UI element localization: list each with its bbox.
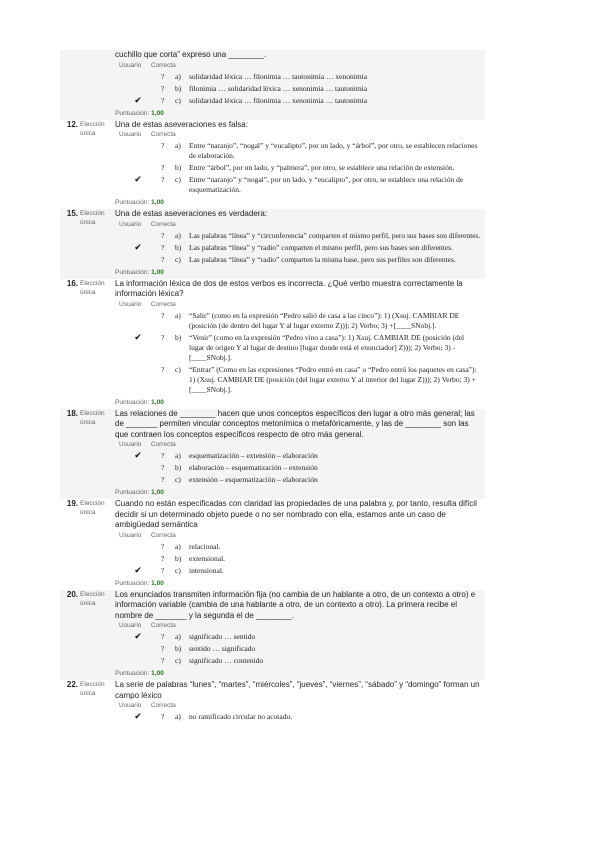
correct-mark-icon: ? <box>161 632 165 641</box>
options-list <box>115 712 481 722</box>
score-value: 1,00 <box>151 489 164 496</box>
question-body <box>115 499 485 590</box>
score-label: Puntuación: <box>115 199 150 206</box>
answer-option <box>115 644 481 654</box>
question-text: Los enunciados transmiten información fija (no cambia de un hablante a otro, de un contexto a otro) e información variable (cambia de una hablante a otro, de un contexto a otro). La primera recibe el nombre de _______ y la segunda el de ________. <box>115 589 476 620</box>
correct-mark-icon: ? <box>161 95 165 105</box>
options-list <box>115 231 481 265</box>
question-block <box>60 209 485 279</box>
correct-mark-icon: ? <box>161 565 165 575</box>
option-text: “Venir” (como en la expresión “Pedro vino a casa”): 1) Xsuj. CAMBIAR DE (posición (del lugar de origen Y al lugar de destino [lugar donde está el enunciador] Z))); 2) Verbo; 3) -[____SNobj.]. <box>189 332 465 362</box>
checkmark-icon: ✔ <box>134 565 142 576</box>
option-letter: b) <box>175 163 182 172</box>
question-text: La información léxica de dos de estos verbos es incorrecta. ¿Qué verbo muestra correctamente la información léxica? <box>115 278 463 298</box>
question-number: 15. <box>66 209 78 218</box>
option-letter: b) <box>175 332 182 342</box>
score-value: 1,00 <box>151 670 164 677</box>
correct-mark-icon: ? <box>161 712 165 721</box>
option-text: filonimia … solidaridad léxica … xenonimia … tautonimia <box>189 83 368 93</box>
question-text: Una de estas aseveraciones es falsa: <box>115 119 248 129</box>
answer-option <box>115 554 481 564</box>
question-type: Elección única <box>80 590 105 607</box>
answer-option <box>115 451 481 461</box>
option-letter: a) <box>175 230 181 240</box>
answer-option <box>115 231 481 241</box>
question-body <box>115 209 485 279</box>
column-label-usuario: Usuario <box>119 702 142 709</box>
checkmark-icon: ✔ <box>134 175 142 185</box>
option-text: no ramificado circular no acotado. <box>189 712 293 721</box>
column-label-correcta: Correcta <box>150 622 176 629</box>
options-list <box>115 72 481 106</box>
options-list <box>115 632 481 666</box>
score-label: Puntuación: <box>115 670 150 677</box>
correct-mark-icon: ? <box>161 310 165 320</box>
correct-mark-icon: ? <box>161 451 165 460</box>
answer-column-header <box>119 300 481 310</box>
option-text: relacional. <box>189 541 221 551</box>
question-type: Elección única <box>80 409 105 426</box>
column-label-usuario: Usuario <box>119 220 142 228</box>
option-text: intensional. <box>189 565 224 575</box>
question-block <box>60 279 485 409</box>
column-label-correcta: Correcta <box>150 531 176 539</box>
option-text: extensional. <box>189 553 226 563</box>
option-text: Entre “naranjo”, “nogal” y “eucalipto”, por un lado, y “árbol”, por otro, se establecen relaciones de elaboración. <box>189 141 478 160</box>
option-text: elaboración – esquematización – extensión <box>189 463 318 472</box>
option-text: sentido … significado <box>189 644 256 653</box>
answer-column-header <box>119 61 481 71</box>
option-text: solidaridad léxica … filonimia … tautonimia … xenonimia <box>189 71 368 81</box>
score-label: Puntuación: <box>115 579 150 587</box>
answer-column-header <box>119 440 481 450</box>
question-body <box>115 409 485 500</box>
option-letter: c) <box>175 656 181 665</box>
correct-mark-icon: ? <box>161 475 165 484</box>
correct-mark-icon: ? <box>161 254 165 264</box>
question-score <box>115 267 481 279</box>
option-letter: a) <box>175 632 181 641</box>
column-label-usuario: Usuario <box>119 300 142 308</box>
option-letter: b) <box>175 463 182 472</box>
option-text: extensión – esquematización – elaboración <box>189 475 318 484</box>
checkmark-icon: ✔ <box>134 242 142 253</box>
option-letter: a) <box>175 541 181 551</box>
correct-mark-icon: ? <box>161 83 165 93</box>
column-label-correcta: Correcta <box>150 61 176 69</box>
correct-mark-icon: ? <box>161 71 165 81</box>
correct-mark-icon: ? <box>161 644 165 653</box>
question-type: Elección única <box>80 500 105 516</box>
correct-mark-icon: ? <box>161 230 165 240</box>
question-block <box>60 50 485 120</box>
option-text: “Salir” (como en la expresión “Pedro salió de casa a las cinco”): 1) (Xsuj. CAMBIAR DE (posición (de dentro del lugar Y al lugar externo Z))); 2) Verbo; 3) +[____SNobj.]. <box>189 310 460 330</box>
option-letter: a) <box>175 71 181 81</box>
question-score <box>115 197 481 209</box>
option-letter: a) <box>175 712 181 721</box>
question-number: 12. <box>66 119 78 129</box>
score-label: Puntuación: <box>115 398 150 406</box>
option-letter: b) <box>175 242 182 252</box>
question-body <box>115 590 485 681</box>
question-type: Elección única <box>80 210 105 226</box>
correct-mark-icon: ? <box>161 332 165 342</box>
option-letter: c) <box>175 364 181 374</box>
column-label-correcta: Correcta <box>150 300 176 308</box>
checkmark-icon: ✔ <box>134 632 142 642</box>
answer-option <box>115 141 481 161</box>
question-score <box>115 487 481 499</box>
question-type: Elección única <box>80 120 105 137</box>
option-letter: a) <box>175 141 181 150</box>
option-letter: c) <box>175 175 181 184</box>
exam-results-page <box>60 50 485 724</box>
correct-mark-icon: ? <box>161 553 165 563</box>
option-letter: b) <box>175 644 182 653</box>
options-list <box>115 451 481 485</box>
question-block <box>60 590 485 681</box>
answer-option <box>115 475 481 485</box>
option-letter: b) <box>175 83 182 93</box>
score-value: 1,00 <box>151 579 164 587</box>
answer-column-header <box>119 531 481 541</box>
question-score <box>115 578 481 590</box>
options-list <box>115 141 481 195</box>
column-label-usuario: Usuario <box>119 61 142 69</box>
score-value: 1,00 <box>151 398 164 406</box>
question-type: Elección única <box>80 279 105 296</box>
correct-mark-icon: ? <box>161 175 165 184</box>
question-score <box>115 397 481 409</box>
option-letter: b) <box>175 553 182 563</box>
question-score <box>115 108 481 120</box>
column-label-correcta: Correcta <box>150 131 176 138</box>
question-body <box>115 50 485 120</box>
option-text: Las palabras “línea” y “radio” comparten el mismo perfil, pero sus bases son diferentes. <box>189 242 453 252</box>
answer-option <box>115 311 481 331</box>
answer-option <box>115 72 481 82</box>
answer-option <box>115 365 481 395</box>
question-block <box>60 680 485 722</box>
answer-option <box>115 255 481 265</box>
correct-mark-icon: ? <box>161 163 165 172</box>
question-block <box>60 120 485 210</box>
question-text: Una de estas aseveraciones es verdadera: <box>115 209 268 218</box>
option-text: significado … sentido <box>189 632 256 641</box>
answer-column-header <box>119 701 481 711</box>
question-number: 19. <box>66 499 78 508</box>
question-text: Las relaciones de ________ hacen que unos conceptos específicos den lugar a otro más general; las de _______ permiten vincular conceptos metonímica o metafóricamente, y las de ________ son las que contraen los conceptos específicos respecto de otro más general. <box>115 408 475 439</box>
answer-option <box>115 463 481 473</box>
option-letter: c) <box>175 95 181 105</box>
answer-option <box>115 333 481 363</box>
answer-option <box>115 712 481 722</box>
answer-option <box>115 656 481 666</box>
correct-mark-icon: ? <box>161 463 165 472</box>
score-label: Puntuación: <box>115 489 150 496</box>
question-text: Cuando no están especificadas con claridad las propiedades de una palabra y, por tanto, resulta difícil decidir si un determinado objeto puede o no ser nombrado con ella, estamos ante un caso de ambigüedad semántica <box>115 499 477 529</box>
option-letter: c) <box>175 475 181 484</box>
question-number: 22. <box>66 680 78 689</box>
correct-mark-icon: ? <box>161 242 165 252</box>
question-number: 18. <box>66 408 78 418</box>
option-text: solidaridad léxica … filonimia … xenonimia … tautonimia <box>189 95 368 105</box>
option-letter: c) <box>175 565 181 575</box>
question-block <box>60 409 485 500</box>
answer-option <box>115 96 481 106</box>
checkmark-icon: ✔ <box>134 451 142 461</box>
question-body <box>115 120 485 210</box>
checkmark-icon: ✔ <box>134 95 142 106</box>
question-number: 16. <box>66 278 78 288</box>
correct-mark-icon: ? <box>161 656 165 665</box>
column-label-correcta: Correcta <box>150 441 176 448</box>
question-block <box>60 499 485 590</box>
score-value: 1,00 <box>151 199 164 206</box>
answer-option <box>115 175 481 195</box>
column-label-usuario: Usuario <box>119 441 142 448</box>
score-label: Puntuación: <box>115 109 150 117</box>
option-text: esquematización – extensión – elaboración <box>189 451 318 460</box>
answer-option <box>115 542 481 552</box>
question-type: Elección única <box>80 681 105 697</box>
question-body <box>115 279 485 409</box>
option-letter: a) <box>175 310 181 320</box>
option-letter: c) <box>175 254 181 264</box>
column-label-usuario: Usuario <box>119 622 142 629</box>
option-text: Entre “naranjo” y “nogal”, por un lado, y “eucalipto”, por otro, se establece una relación de esquematización. <box>189 175 464 194</box>
correct-mark-icon: ? <box>161 364 165 374</box>
answer-column-header <box>119 220 481 230</box>
column-label-usuario: Usuario <box>119 131 142 138</box>
answer-column-header <box>119 130 481 140</box>
correct-mark-icon: ? <box>161 541 165 551</box>
score-label: Puntuación: <box>115 268 150 276</box>
option-text: significado … contenido <box>189 656 264 665</box>
score-value: 1,00 <box>151 109 164 117</box>
option-text: Las palabras “línea” y “circunferencia” comparten el mismo perfil, pero sus bases son diferentes. <box>189 230 481 240</box>
answer-option <box>115 566 481 576</box>
correct-mark-icon: ? <box>161 141 165 150</box>
checkmark-icon: ✔ <box>134 332 142 343</box>
answer-option <box>115 163 481 173</box>
question-text: cuchillo que corta” expreso una ________. <box>115 50 267 59</box>
question-text: La serie de palabras “lunes”, “martes”, “miércoles”, “jueves”, “viernes”, “sábado” y “domingo” forman un campo léxico <box>115 680 480 700</box>
score-value: 1,00 <box>151 268 164 276</box>
question-number: 20. <box>66 589 78 599</box>
option-letter: a) <box>175 451 181 460</box>
answer-option <box>115 84 481 94</box>
options-list <box>115 311 481 395</box>
question-score <box>115 668 481 680</box>
column-label-usuario: Usuario <box>119 531 142 539</box>
checkmark-icon: ✔ <box>134 712 142 722</box>
answer-option <box>115 243 481 253</box>
option-text: Entre “árbol”, por un lado, y “palmera”, por otro, se establece una relación de extensión. <box>189 163 455 172</box>
option-text: Las palabras “línea” y “radio” comparten la misma base, pero sus perfiles son diferentes. <box>189 254 456 264</box>
answer-option <box>115 632 481 642</box>
question-body <box>115 680 485 722</box>
options-list <box>115 542 481 576</box>
column-label-correcta: Correcta <box>150 702 176 709</box>
option-text: “Entrar” (Como en las expresiones “Pedro entró en casa” o “Pedro entró los paquetes en casa”): 1) (Xsuj. CAMBIAR DE (posición (del lugar externo Y al interior del lugar Z))); 2) Verbo; 3) +[____SNobj.]. <box>189 364 477 394</box>
answer-column-header <box>119 621 481 631</box>
column-label-correcta: Correcta <box>150 220 176 228</box>
